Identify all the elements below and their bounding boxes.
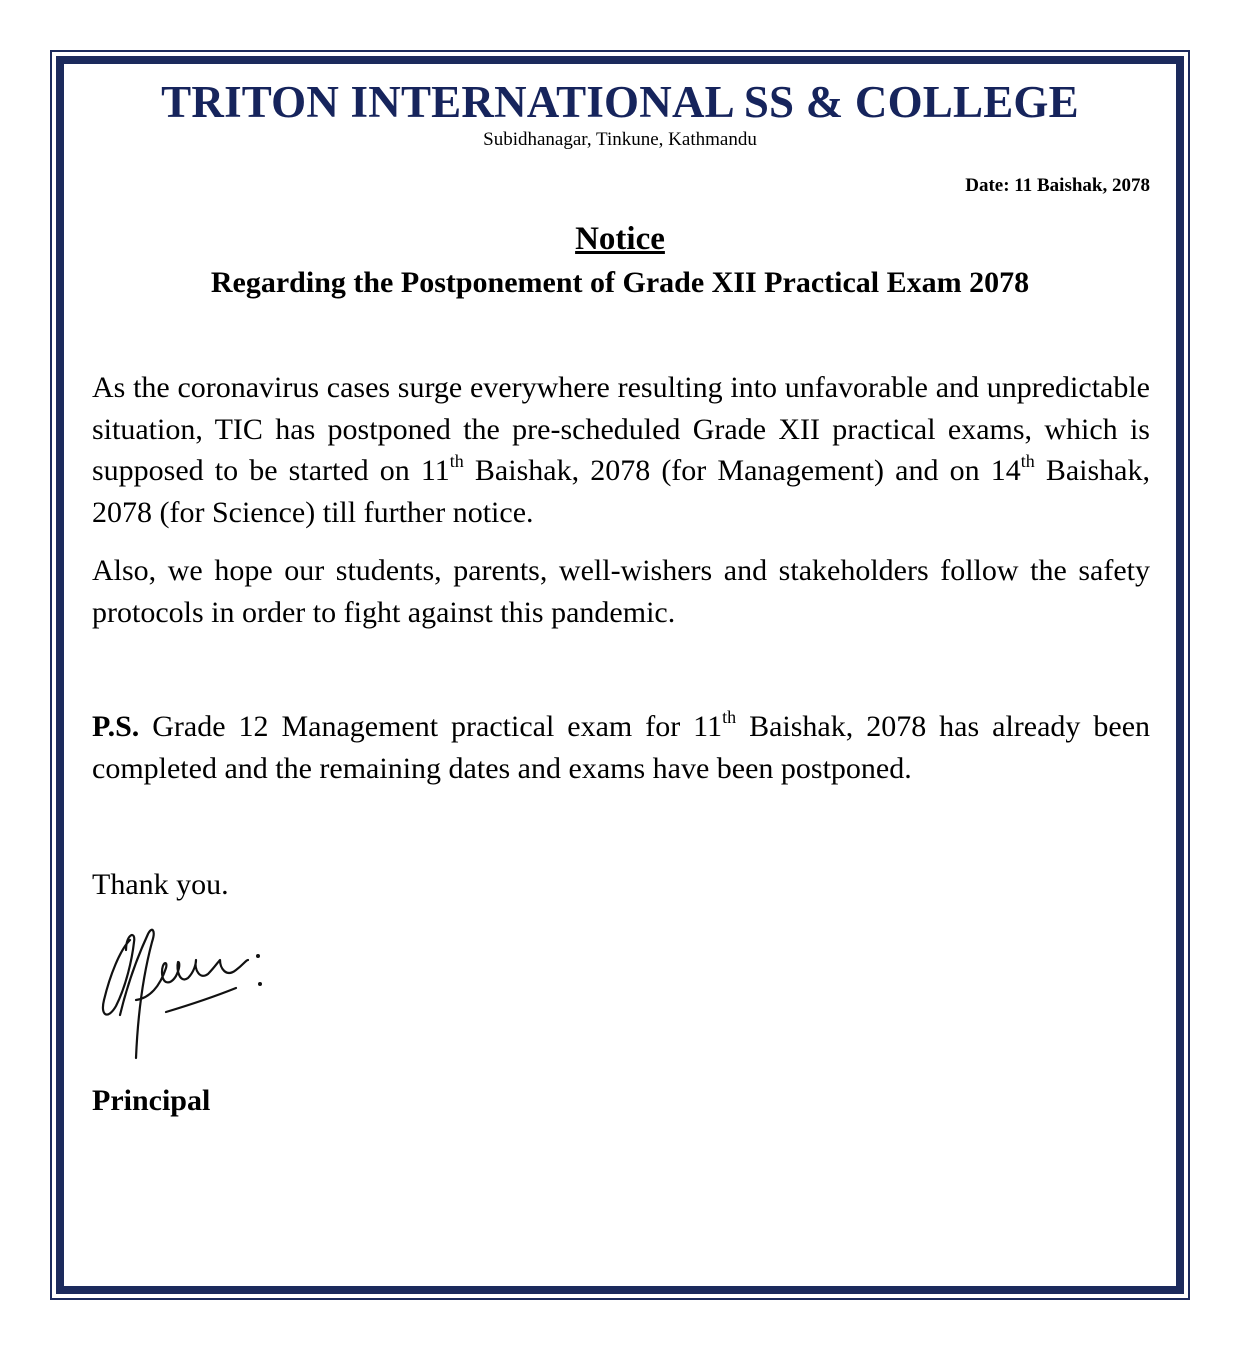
- p1-text-c: Baishak, 2078 (for Science) till further notice.: [92, 454, 1150, 529]
- principal-title: Principal: [92, 1084, 211, 1117]
- notice-date: Date: 11 Baishak, 2078: [965, 175, 1150, 196]
- ps-text-a: Grade 12 Management practical exam for 11: [139, 710, 723, 743]
- school-address: Subidhanagar, Tinkune, Kathmandu: [483, 129, 757, 150]
- signature-image: [96, 920, 276, 1065]
- school-name: TRITON INTERNATIONAL SS & COLLEGE: [161, 77, 1079, 127]
- p1-text-a: As the coronavirus cases surge everywhere resulting into unfavorable and unpredictable situation, TIC has postponed the pre-scheduled Grade XII practical exams, which is supposed to be started on 11: [92, 371, 1150, 487]
- ps-label: P.S.: [92, 710, 140, 743]
- p1-sup-2: th: [1020, 451, 1035, 471]
- body-paragraph-1: [92, 367, 1150, 533]
- notice-subtitle: Regarding the Postponement of Grade XII Practical Exam 2078: [210, 266, 1030, 299]
- notice-title: Notice: [575, 221, 665, 257]
- thanks-line: Thank you.: [92, 868, 229, 901]
- ps-text-b: Baishak, 2078 has already been completed and the remaining dates and exams have been postponed.: [92, 710, 1151, 785]
- postscript-paragraph: [92, 706, 1150, 789]
- p1-text-b: Baishak, 2078 (for Management) and on 14: [463, 454, 1021, 487]
- ps-sup: th: [722, 707, 737, 727]
- p1-sup-1: th: [449, 451, 464, 471]
- body-paragraph-2: Also, we hope our students, parents, well-wishers and stakeholders follow the safety protocols in order to fight against this pandemic.: [92, 554, 1150, 629]
